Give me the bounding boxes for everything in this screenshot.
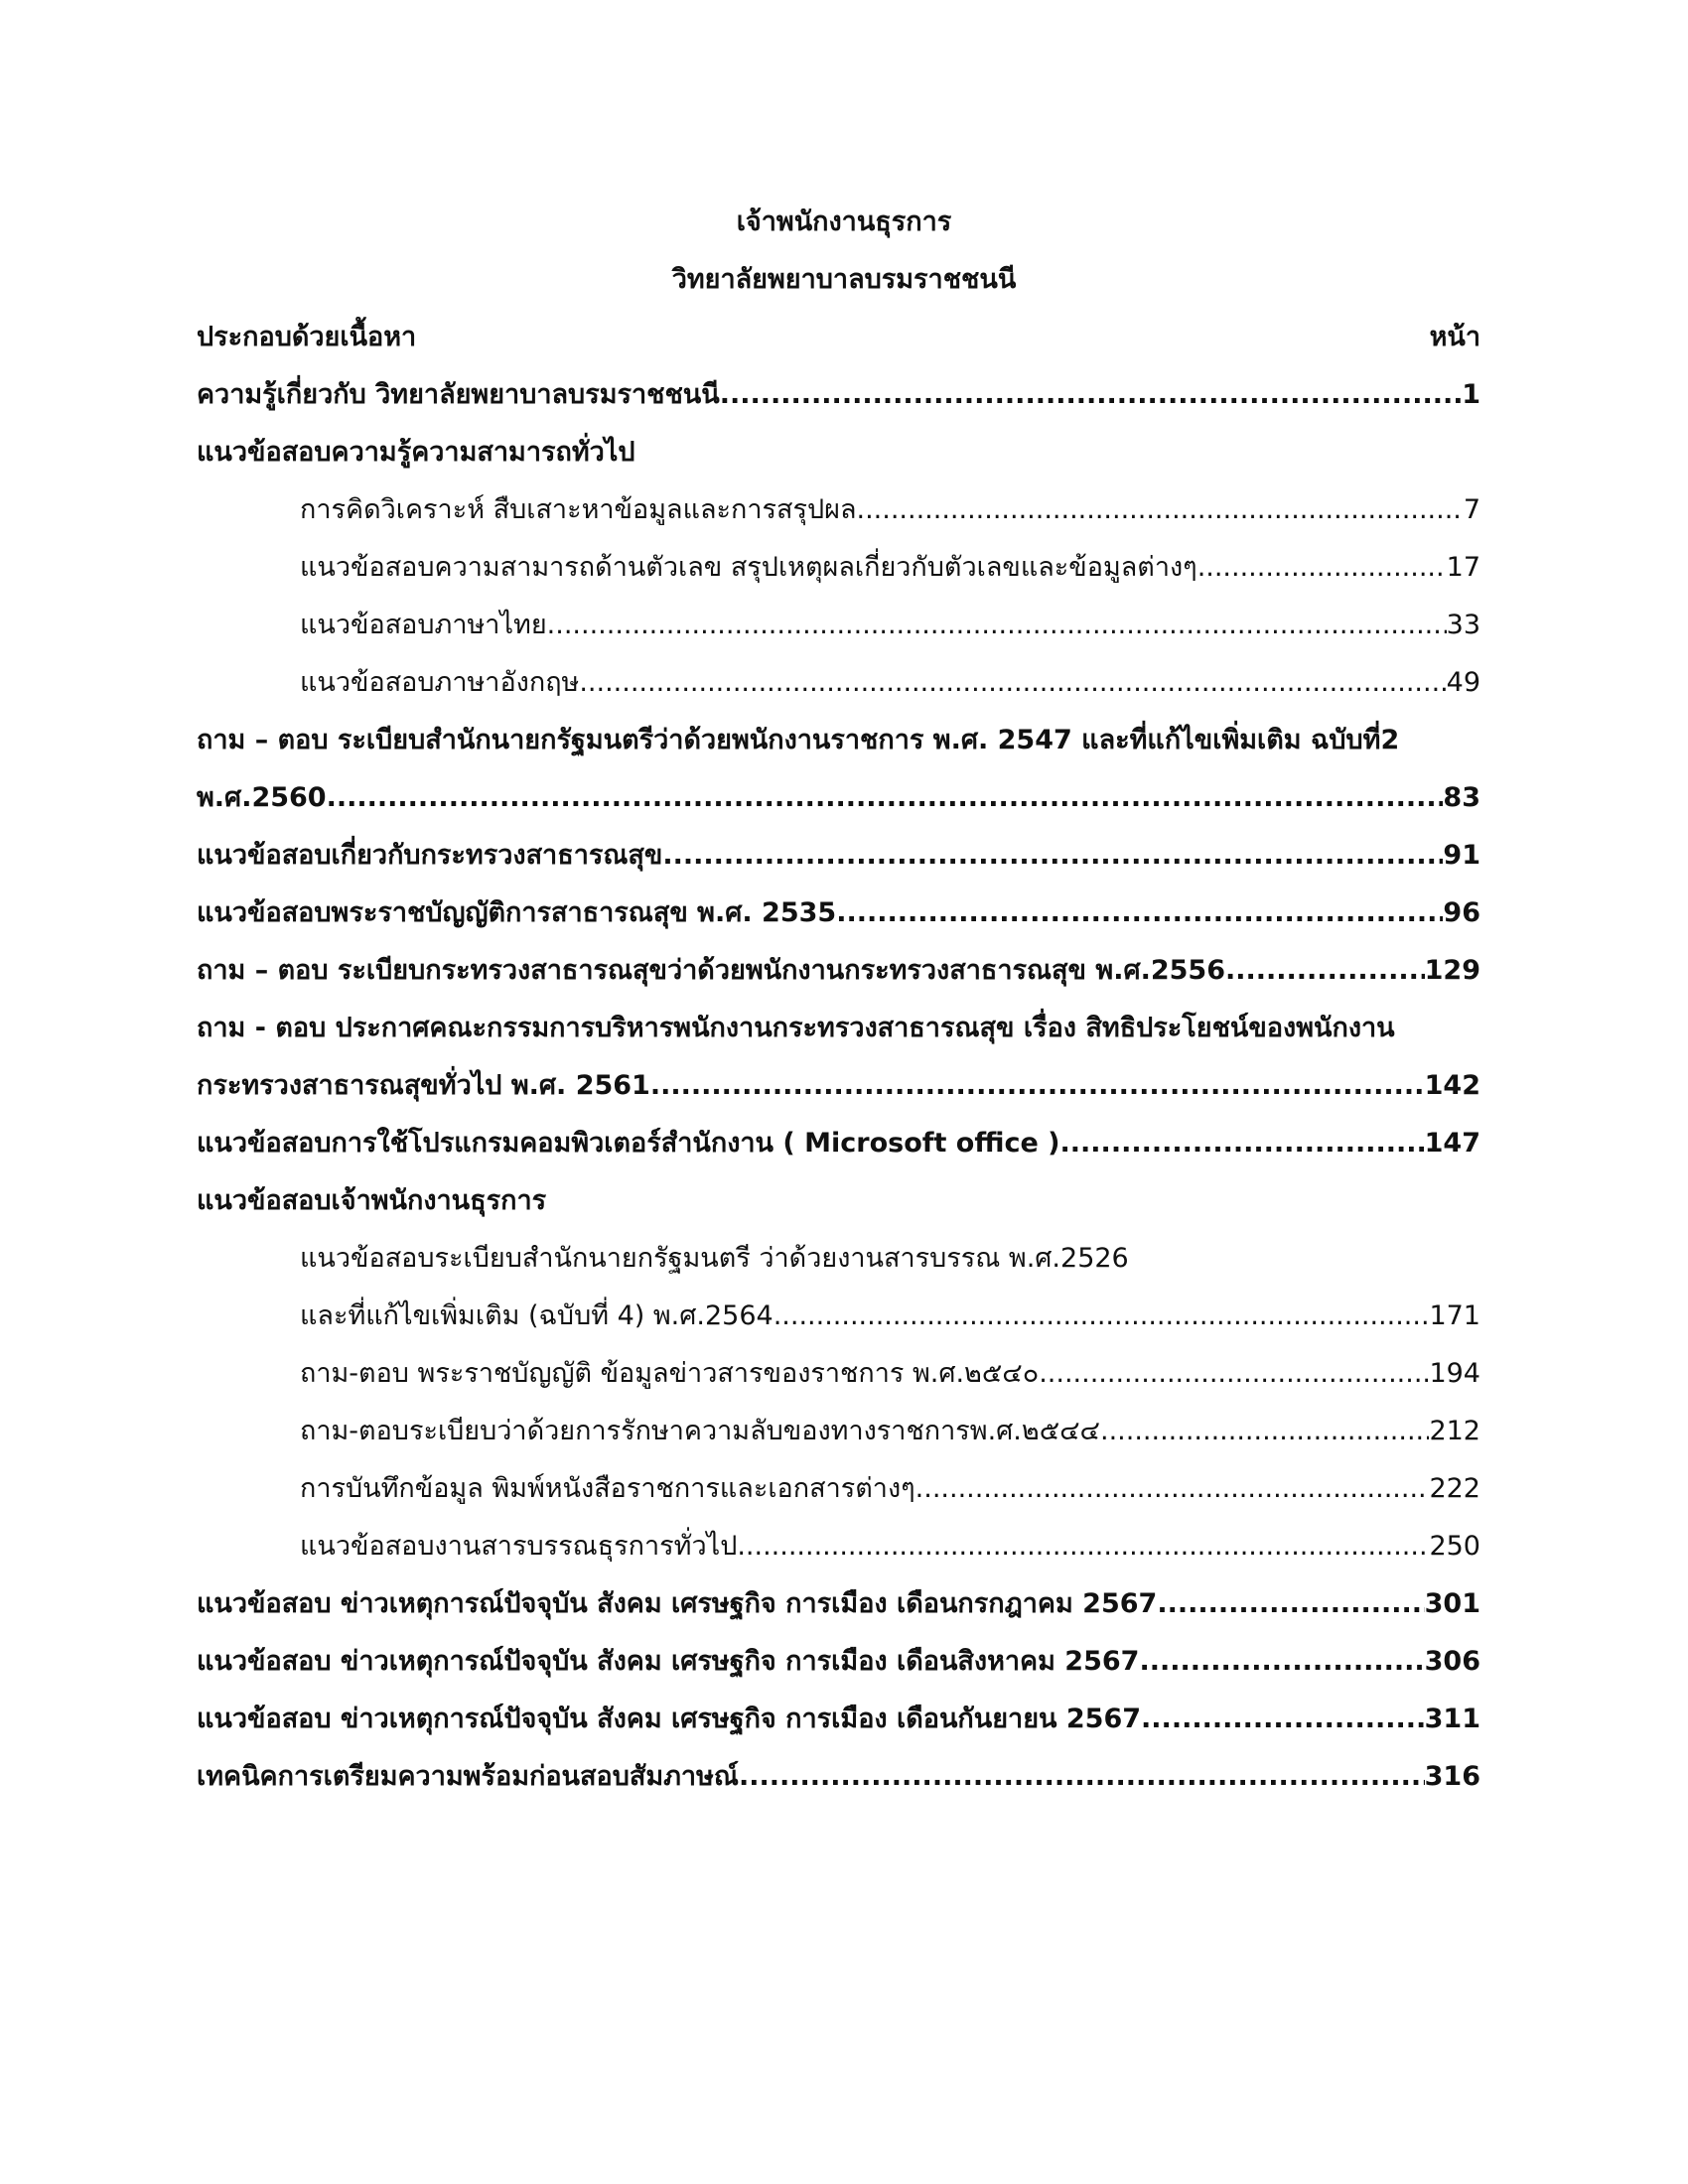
toc-entry-page: 7 xyxy=(1463,494,1480,525)
toc-leader xyxy=(1157,1584,1424,1624)
toc-entry xyxy=(300,1354,1480,1394)
toc-entry-title: และที่แก้ไขเพิ่มเติม (ฉบับที่ 4) พ.ศ.2564 xyxy=(300,1300,774,1331)
toc-leader xyxy=(739,1757,1425,1797)
toc-entry-line xyxy=(300,1239,1480,1279)
toc-header-contents: ประกอบด้วยเนื้อหา xyxy=(197,322,417,352)
toc-entry xyxy=(197,836,1480,876)
toc-entry-title: แนวข้อสอบภาษาอังกฤษ xyxy=(300,667,580,698)
toc-entry xyxy=(197,1124,1480,1163)
toc-entry-title: ถาม-ตอบระเบียบว่าด้วยการรักษาความลับของทางราชการพ.ศ.๒๕๔๔ xyxy=(300,1416,1100,1446)
toc-entry-title: กระทรวงสาธารณสุขทั่วไป พ.ศ. 2561 xyxy=(197,1070,650,1101)
toc-leader xyxy=(1100,1412,1429,1451)
toc-leader xyxy=(327,778,1444,818)
toc-entry-title: แนวข้อสอบภาษาไทย xyxy=(300,610,547,640)
toc-header xyxy=(197,318,1480,357)
toc-entry-title: แนวข้อสอบ ข่าวเหตุการณ์ปัจจุบัน สังคม เศรษฐกิจ การเมือง เดือนกันยายน 2567 xyxy=(197,1704,1142,1734)
toc-entry-page: 17 xyxy=(1446,552,1480,583)
toc-leader xyxy=(579,663,1446,703)
toc-entry xyxy=(300,606,1480,645)
toc-entry-page: 316 xyxy=(1424,1761,1480,1792)
toc-entry-page: 147 xyxy=(1424,1128,1480,1159)
toc-entry xyxy=(197,1757,1480,1797)
toc-entry-title: แนวข้อสอบ ข่าวเหตุการณ์ปัจจุบัน สังคม เศรษฐกิจ การเมือง เดือนกรกฎาคม 2567 xyxy=(197,1588,1158,1619)
toc-entry-page: 212 xyxy=(1429,1416,1480,1446)
toc-leader xyxy=(1197,548,1447,588)
toc-leader xyxy=(720,375,1462,415)
toc-leader xyxy=(662,836,1443,876)
toc-entry-title: แนวข้อสอบเกี่ยวกับกระทรวงสาธารณสุข xyxy=(197,840,663,871)
toc-header-page: หน้า xyxy=(1429,322,1480,352)
toc-leader xyxy=(737,1527,1429,1567)
toc-entry xyxy=(197,1700,1480,1739)
toc-entry-title: ถาม – ตอบ ระเบียบกระทรวงสาธารณสุขว่าด้วยพนักงานกระทรวงสาธารณสุข พ.ศ.2556 xyxy=(197,955,1225,986)
toc-entry xyxy=(197,1066,1480,1106)
toc-entry-title: เทคนิคการเตรียมความพร้อมก่อนสอบสัมภาษณ์ xyxy=(197,1761,739,1792)
toc-entry xyxy=(197,1584,1480,1624)
toc-entry-page: 222 xyxy=(1429,1473,1480,1504)
toc-entry xyxy=(197,951,1480,991)
toc-entry-title: แนวข้อสอบการใช้โปรแกรมคอมพิวเตอร์สำนักงาน ( Microsoft office ) xyxy=(197,1128,1060,1159)
toc-entry-title: แนวข้อสอบงานสารบรรณธุรการทั่วไป xyxy=(300,1531,738,1562)
document-subtitle: วิทยาลัยพยาบาลบรมราชชนนี xyxy=(671,264,1017,295)
toc-entry xyxy=(300,1527,1480,1567)
toc-entry-page: 142 xyxy=(1424,1070,1480,1101)
toc-leader xyxy=(1225,951,1425,991)
toc-entry-title: แนวข้อสอบ ข่าวเหตุการณ์ปัจจุบัน สังคม เศรษฐกิจ การเมือง เดือนสิงหาคม 2567 xyxy=(197,1646,1140,1677)
toc-leader xyxy=(774,1297,1430,1336)
toc-entry xyxy=(197,778,1480,818)
toc-entry-page: 311 xyxy=(1424,1704,1480,1734)
toc-entry xyxy=(300,548,1480,588)
toc-leader xyxy=(915,1469,1430,1509)
toc-entry-title: แนวข้อสอบระเบียบสำนักนายกรัฐมนตรี ว่าด้วยงานสารบรรณ พ.ศ.2526 xyxy=(300,1243,1129,1274)
toc-entry-page: 129 xyxy=(1424,955,1480,986)
toc-entry-page: 194 xyxy=(1429,1358,1480,1389)
toc-entry-page: 306 xyxy=(1424,1646,1480,1677)
toc-entry-title: แนวข้อสอบความรู้ความสามารถทั่วไป xyxy=(197,437,635,468)
toc-leader xyxy=(857,490,1464,530)
toc-entry xyxy=(300,1412,1480,1451)
toc-entry xyxy=(197,1642,1480,1682)
toc-entry-title: ถาม - ตอบ ประกาศคณะกรรมการบริหารพนักงานกระทรวงสาธารณสุข เรื่อง สิทธิประโยชน์ของพนักงาน xyxy=(197,1013,1395,1043)
toc-leader xyxy=(1039,1354,1429,1394)
toc-leader xyxy=(547,606,1447,645)
toc-entry xyxy=(300,1297,1480,1336)
toc-entry-page: 83 xyxy=(1443,782,1480,813)
toc-entry-page: 250 xyxy=(1429,1531,1480,1562)
toc-entry-title: การคิดวิเคราะห์ สืบเสาะหาข้อมูลและการสรุปผล xyxy=(300,494,857,525)
toc-entry-line xyxy=(197,721,1480,760)
toc-entry-title: ความรู้เกี่ยวกับ วิทยาลัยพยาบาลบรมราชชนนี xyxy=(197,379,720,410)
toc-entry xyxy=(300,490,1480,530)
toc-entry-title: การบันทึกข้อมูล พิมพ์หนังสือราชการและเอกสารต่างๆ xyxy=(300,1473,915,1504)
toc-entry-page: 33 xyxy=(1446,610,1480,640)
toc-leader xyxy=(650,1066,1425,1106)
toc-entry-page: 49 xyxy=(1446,667,1480,698)
document-title: เจ้าพนักงานธุรการ xyxy=(736,206,952,237)
toc-entry-title: ถาม – ตอบ ระเบียบสำนักนายกรัฐมนตรีว่าด้วยพนักงานราชการ พ.ศ. 2547 และที่แก้ไขเพิ่มเติม ฉบับที่2 xyxy=(197,725,1400,755)
toc-entry-page: 91 xyxy=(1443,840,1480,871)
toc-entry-title: พ.ศ.2560 xyxy=(197,782,327,813)
toc-entry xyxy=(300,1469,1480,1509)
toc-entry-title: แนวข้อสอบพระราชบัญญัติการสาธารณสุข พ.ศ. 2535 xyxy=(197,897,837,928)
toc-entry-line xyxy=(197,1009,1480,1048)
toc-entry xyxy=(300,663,1480,703)
toc-leader xyxy=(1060,1124,1425,1163)
toc-leader xyxy=(1141,1700,1425,1739)
toc-entry-page: 171 xyxy=(1429,1300,1480,1331)
toc-leader xyxy=(1139,1642,1424,1682)
toc-entry-title: ถาม-ตอบ พระราชบัญญัติ ข้อมูลข่าวสารของราชการ พ.ศ.๒๕๔๐ xyxy=(300,1358,1040,1389)
toc-entry xyxy=(197,893,1480,933)
toc-entry-title: แนวข้อสอบความสามารถด้านตัวเลข สรุปเหตุผลเกี่ยวกับตัวเลขและข้อมูลต่างๆ xyxy=(300,552,1197,583)
toc-entry-title: แนวข้อสอบเจ้าพนักงานธุรการ xyxy=(197,1185,547,1216)
toc-leader xyxy=(836,893,1443,933)
toc-section-heading xyxy=(197,1181,1480,1221)
toc-entry-page: 301 xyxy=(1424,1588,1480,1619)
toc-entry-page: 96 xyxy=(1443,897,1480,928)
toc-entry-page: 1 xyxy=(1462,379,1480,410)
toc-section-heading xyxy=(197,433,1480,473)
toc-entry xyxy=(197,375,1480,415)
